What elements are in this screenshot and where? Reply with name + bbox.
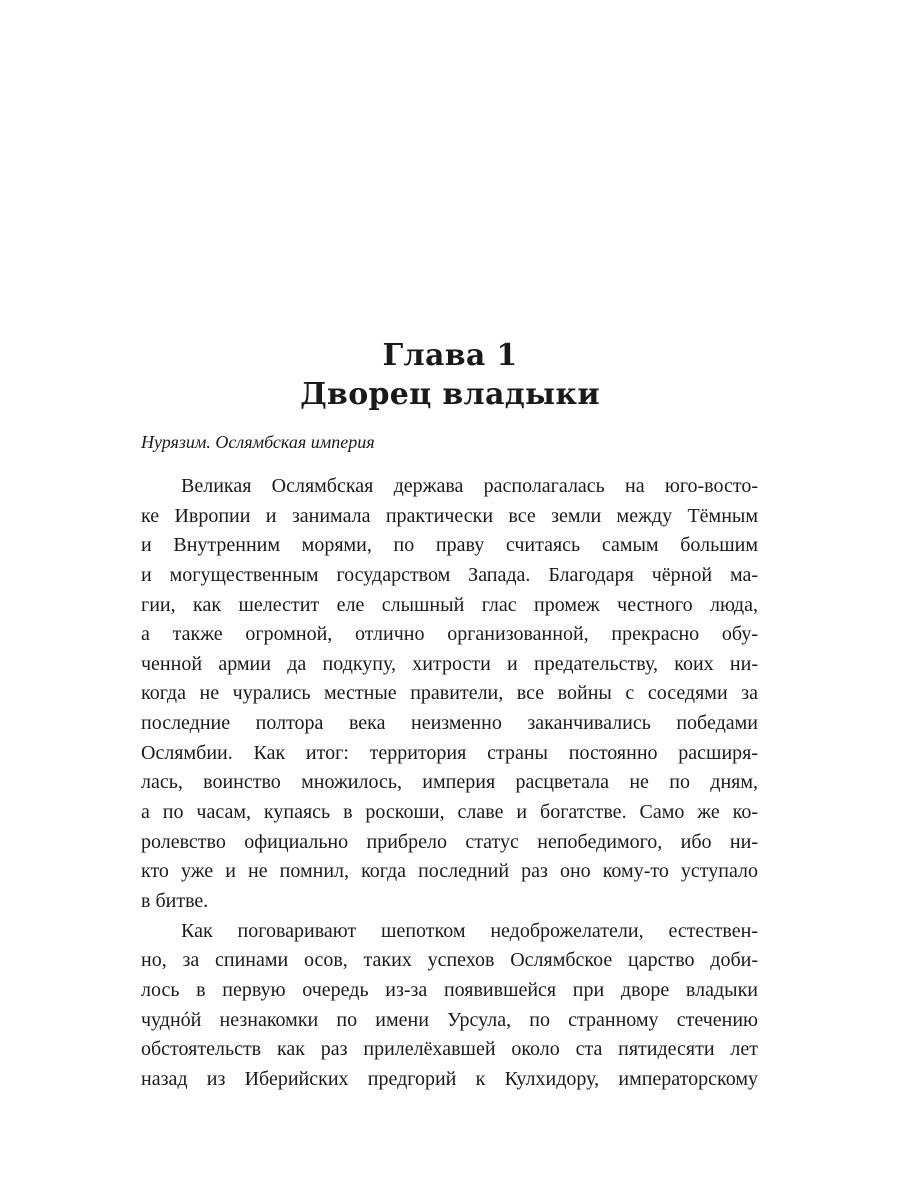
text-line: когда не чурались местные правители, все войны с соседями за — [141, 682, 758, 705]
paragraph-2 — [141, 917, 758, 1095]
text-line: и могущественным государством Запада. Благодаря чёрной ма- — [141, 563, 758, 586]
text-line: Ослямбии. Как итог: территория страны постоянно расширя- — [141, 741, 758, 764]
text-line: ченной армии да подкупу, хитрости и предательству, коих ни- — [141, 652, 758, 675]
text-line: и Внутренним морями, по праву считаясь самым большим — [141, 534, 758, 557]
text-line: но, за спинами осов, таких успехов Ослямбское царство доби- — [141, 949, 758, 972]
location-subtitle: Нурязим. Ослямбская империя — [141, 432, 375, 452]
text-line: а также огромной, отлично организованной, прекрасно обу- — [141, 623, 758, 646]
text-line: обстоятельств как раз прилелёхавшей около ста пятидесяти лет — [141, 1038, 758, 1061]
chapter-heading — [0, 336, 900, 414]
chapter-number: Глава 1 — [382, 338, 518, 373]
text-line: ке Ивропии и занимала практически все земли между Тёмным — [141, 504, 758, 527]
text-line: назад из Иберийских предгорий к Кулхидору, императорскому — [141, 1067, 758, 1090]
text-line: гии, как шелестит еле слышный глас промеж честного люда, — [141, 593, 758, 616]
text-line: в битве. — [141, 889, 209, 912]
chapter-title: Дворец владыки — [300, 377, 600, 412]
text-line: лось в первую очередь из-за появившейся при дворе владыки — [141, 978, 758, 1001]
text-line: Великая Ослямбская держава располагалась на юго-восто- — [181, 475, 758, 497]
text-line: кто уже и не помнил, когда последний раз оно кому-то уступало — [141, 860, 758, 883]
text-line: Как поговаривают шепотком недоброжелатели, естествен- — [181, 919, 758, 942]
paragraph-1 — [141, 472, 758, 917]
text-line: чуднóй незнакомки по имени Урсула, по странному стечению — [141, 1008, 758, 1031]
text-line: лась, воинство множилось, империя расцветала не по дням, — [141, 771, 758, 794]
body-text — [141, 472, 758, 1094]
text-line: последние полтора века неизменно заканчивались победами — [141, 712, 758, 735]
text-line: ролевство официально прибрело статус непобедимого, ибо ни- — [141, 830, 758, 853]
text-line: а по часам, купаясь в роскоши, славе и богатстве. Само же ко- — [141, 801, 758, 824]
